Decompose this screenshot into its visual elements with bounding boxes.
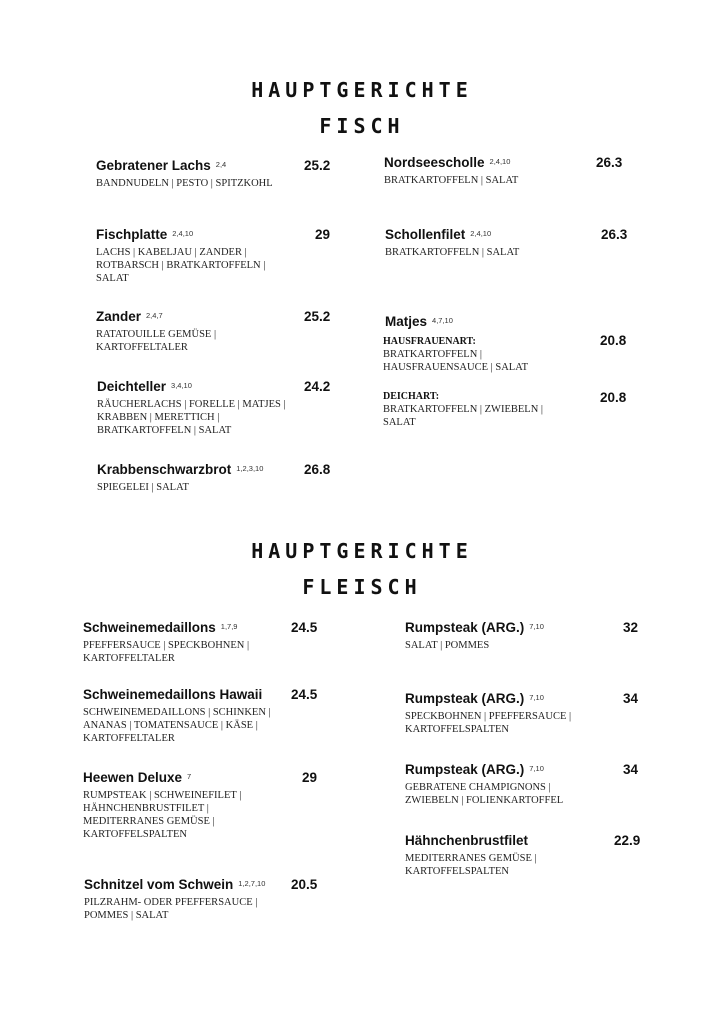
item-name: Krabbenschwarzbrot $^{1,2,3,10}$ [97, 462, 264, 477]
item-name: Nordseescholle $^{2,4,10}$ [384, 155, 511, 170]
item-description: RÄUCHERLACHS | FORELLE | MATJES | KRABBEN | MERETTICH | BRATKARTOFFELN | SALAT [97, 399, 286, 436]
allergen-codes: 2,4,7 [146, 311, 163, 320]
item-name: Schweinemedaillons Hawaii [83, 687, 263, 702]
menu-item-krabbenschwarzbrot [97, 462, 263, 494]
allergen-codes: 2,4 [215, 160, 227, 169]
item-price: 29 [302, 770, 318, 785]
item-price: 26.3 [601, 227, 628, 242]
item-name: Schollenfilet $^{2,4,10}$ [385, 227, 492, 242]
item-description: BANDNUDELN | PESTO | SPITZKOHL [96, 178, 273, 189]
item-description: GEBRATENE CHAMPIGNONS | ZWIEBELN | FOLIENKARTOFFEL [405, 782, 564, 806]
item-description: PILZRAHM- ODER PFEFFERSAUCE | POMMES | SALAT [84, 897, 258, 921]
item-price: 24.2 [304, 379, 331, 394]
item-price: 25.2 [304, 309, 331, 324]
menu-item-schnitzel-vom-schwein [84, 877, 265, 922]
menu-item-schweinemedaillons-hawaii [83, 687, 271, 745]
menu-item-nordseescholle [384, 155, 518, 187]
section-subtitle-fisch: FISCH [319, 114, 405, 138]
menu-item-schweinemedaillons [83, 620, 249, 665]
item-name: Gebratener Lachs $^{2,4}$ [96, 158, 227, 173]
item-name: Rumpsteak (ARG.) $^{7,10}$ [405, 620, 544, 635]
menu-item-rumpsteak-3 [405, 762, 563, 807]
item-description: MEDITERRANES GEMÜSE | KARTOFFELSPALTEN [405, 853, 537, 877]
allergen-codes: 1,2,7,10 [238, 879, 266, 888]
allergen-codes: 7,10 [529, 693, 544, 702]
menu-item-schollenfilet [385, 227, 519, 259]
item-name: Schweinemedaillons $^{1,7,9}$ [83, 620, 238, 635]
item-name: Schnitzel vom Schwein $^{1,2,7,10}$ [84, 877, 266, 892]
menu-item-matjes [385, 314, 453, 329]
item-price: 25.2 [304, 158, 331, 173]
allergen-codes: 2,4,10 [470, 229, 492, 238]
menu-item-rumpsteak-1 [405, 620, 544, 652]
item-price: 24.5 [291, 620, 318, 635]
item-description: SPECKBOHNEN | PFEFFERSAUCE | KARTOFFELSPALTEN [405, 711, 572, 735]
item-description: BRATKARTOFFELN | SALAT [385, 247, 520, 258]
item-description: BRATKARTOFFELN | HAUSFRAUENSAUCE | SALAT [383, 349, 529, 373]
item-price: 32 [623, 620, 639, 635]
allergen-codes: 7,10 [529, 622, 544, 631]
item-description: BRATKARTOFFELN | SALAT [384, 175, 519, 186]
item-name: Rumpsteak (ARG.) $^{7,10}$ [405, 691, 544, 706]
section-title-hauptgerichte: HAUPTGERICHTE [251, 78, 473, 102]
allergen-codes: 2,4,10 [489, 157, 511, 166]
item-description: SALAT | POMMES [405, 640, 490, 651]
item-price: 20.8 [600, 333, 627, 348]
item-name: Rumpsteak (ARG.) $^{7,10}$ [405, 762, 544, 777]
menu-item-zander [96, 309, 216, 354]
item-description: SCHWEINEMEDAILLONS | SCHINKEN | ANANAS | TOMATENSAUCE | KÄSE | KARTOFFELTALER [83, 707, 271, 744]
item-price: 29 [315, 227, 331, 242]
item-description: BRATKARTOFFELN | ZWIEBELN | SALAT [383, 404, 544, 428]
menu-variant-hausfrauenart [383, 330, 528, 374]
allergen-codes: 1,7,9 [220, 622, 238, 631]
item-price: 34 [623, 691, 639, 706]
item-price: 20.5 [291, 877, 318, 892]
section-title-hauptgerichte: HAUPTGERICHTE [251, 539, 473, 563]
menu-item-fischplatte [96, 227, 265, 285]
allergen-codes: 2,4,10 [172, 229, 194, 238]
menu-item-heewen-deluxe [83, 770, 241, 841]
item-price: 26.3 [596, 155, 623, 170]
menu-item-rumpsteak-2 [405, 691, 571, 736]
item-name: Deichteller $^{3,4,10}$ [97, 379, 192, 394]
allergen-codes: 3,4,10 [171, 381, 192, 390]
item-price: 20.8 [600, 390, 627, 405]
allergen-codes: 7,10 [529, 764, 544, 773]
item-description: RATATOUILLE GEMÜSE | KARTOFFELTALER [96, 329, 217, 353]
section-subtitle-fleisch: FLEISCH [302, 575, 422, 599]
item-name: Fischplatte $^{2,4,10}$ [96, 227, 194, 242]
menu-item-deichteller [97, 379, 286, 437]
allergen-codes: 7 [187, 772, 192, 781]
menu-variant-deichart [383, 385, 543, 429]
item-name: Matjes $^{4,7,10}$ [385, 314, 453, 329]
variant-label: DEICHART: [383, 391, 440, 402]
menu-item-gebratener-lachs [96, 158, 273, 190]
allergen-codes: 4,7,10 [432, 316, 453, 325]
item-description: RUMPSTEAK | SCHWEINEFILET | HÄHNCHENBRUSTFILET | MEDITERRANES GEMÜSE | KARTOFFELSPALTEN [83, 790, 242, 840]
allergen-codes: 1,2,3,10 [236, 464, 264, 473]
item-name: Hähnchenbrustfilet [405, 833, 529, 848]
item-name: Zander $^{2,4,7}$ [96, 309, 163, 324]
item-price: 26.8 [304, 462, 331, 477]
item-price: 34 [623, 762, 639, 777]
menu-item-haehnchenbrustfilet [405, 833, 537, 878]
item-name: Heewen Deluxe $^7$ [83, 770, 192, 785]
item-price: 22.9 [614, 833, 641, 848]
item-description: PFEFFERSAUCE | SPECKBOHNEN | KARTOFFELTALER [83, 640, 250, 664]
item-description: LACHS | KABELJAU | ZANDER | ROTBARSCH | BRATKARTOFFELN | SALAT [96, 247, 266, 284]
item-description: SPIEGELEI | SALAT [97, 482, 189, 493]
item-price: 24.5 [291, 687, 318, 702]
variant-label: HAUSFRAUENART: [383, 336, 476, 347]
